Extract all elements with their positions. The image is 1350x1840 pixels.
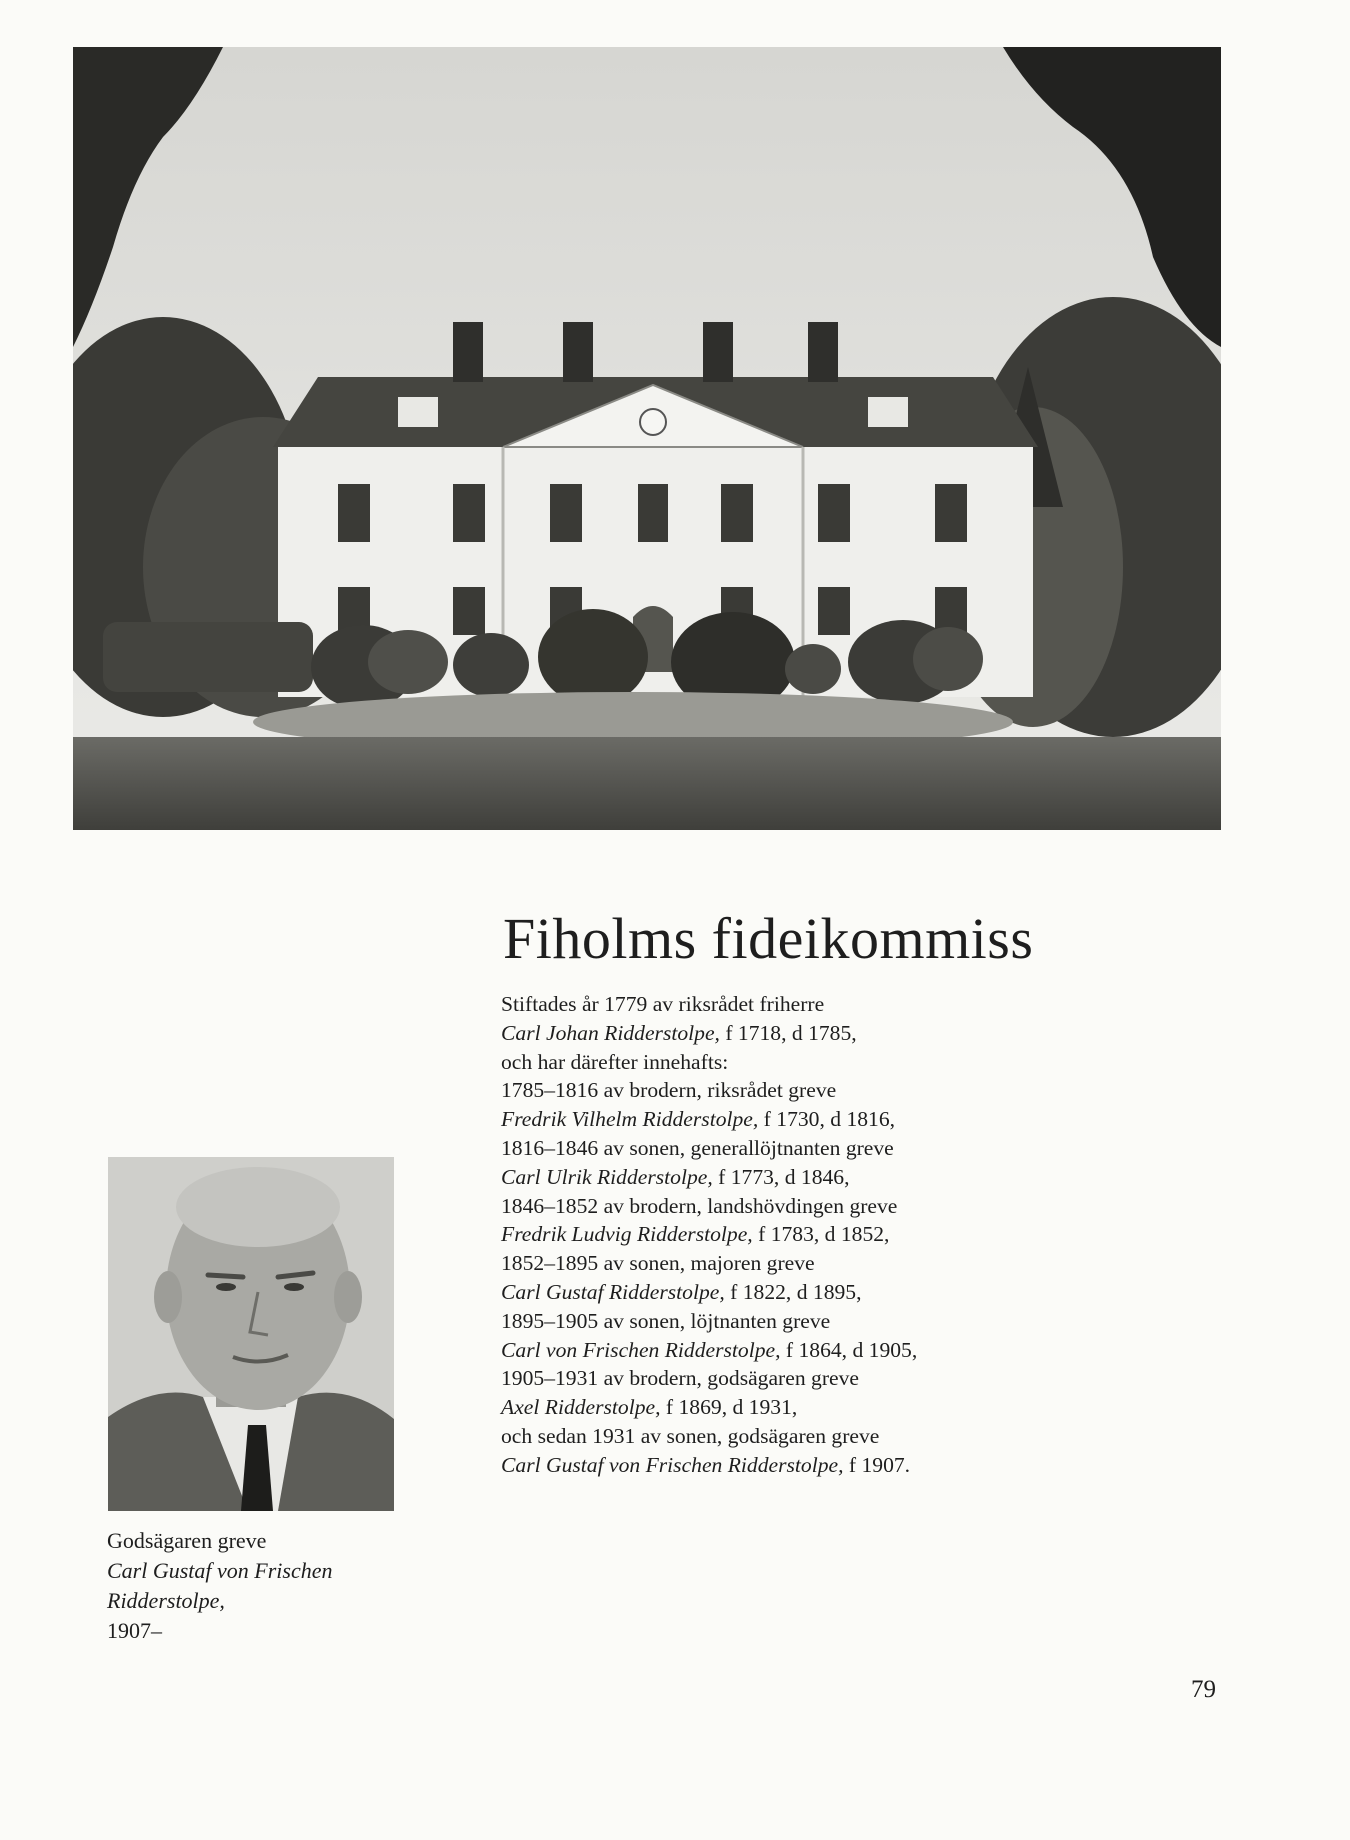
body-line xyxy=(501,1076,1121,1105)
body-line-text: Stiftades år 1779 av riksrådet friherre xyxy=(501,992,825,1016)
body-line xyxy=(501,1393,1121,1422)
life-dates: f 1822, d 1895, xyxy=(724,1279,862,1304)
person-name: Carl von Frischen Ridderstolpe, xyxy=(501,1337,781,1362)
person-name: Axel Ridderstolpe, xyxy=(501,1395,661,1420)
page-number: 79 xyxy=(1191,1676,1216,1703)
caption-line-4: 1907– xyxy=(107,1618,162,1643)
body-line-text: 1816–1846 av sonen, generallöjtnanten greve xyxy=(501,1135,894,1160)
caption-line-2 xyxy=(107,1556,407,1586)
body-line xyxy=(501,990,1121,1019)
body-line xyxy=(501,1163,1121,1192)
life-dates: f 1773, d 1846, xyxy=(712,1164,850,1189)
body-line xyxy=(501,1249,1121,1278)
life-dates: f 1869, d 1931, xyxy=(660,1395,798,1420)
body-line-text: och sedan 1931 av sonen, godsägaren greve xyxy=(501,1423,880,1448)
body-line xyxy=(501,1307,1121,1336)
body-line xyxy=(501,1451,1121,1480)
body-line-text: 1895–1905 av sonen, löjtnanten greve xyxy=(501,1308,831,1333)
body-line xyxy=(501,1220,1121,1249)
body-line-text: 1905–1931 av brodern, godsägaren greve xyxy=(501,1366,859,1391)
manor-house-photo xyxy=(73,47,1221,830)
body-line xyxy=(501,1048,1121,1077)
body-line xyxy=(501,1278,1121,1307)
body-line-text: och har därefter innehafts: xyxy=(501,1049,729,1074)
page-title: Fiholms fideikommiss xyxy=(503,906,1034,971)
caption-name: Carl Gustaf von Frischen xyxy=(107,1558,333,1583)
life-dates: f 1783, d 1852, xyxy=(752,1222,890,1247)
body-line-text: 1852–1895 av sonen, majoren greve xyxy=(501,1251,815,1276)
life-dates: f 1907. xyxy=(843,1452,911,1477)
person-name: Carl Ulrik Ridderstolpe, xyxy=(501,1164,713,1189)
body-line xyxy=(501,1019,1121,1048)
body-line xyxy=(501,1364,1121,1393)
person-name: Carl Gustaf Ridderstolpe, xyxy=(501,1279,725,1304)
life-dates: f 1864, d 1905, xyxy=(780,1337,918,1362)
body-line xyxy=(501,1134,1121,1163)
person-name: Carl Gustaf von Frischen Ridderstolpe, xyxy=(501,1452,844,1477)
body-line xyxy=(501,1336,1121,1365)
caption-surname: Ridderstolpe, xyxy=(107,1588,225,1613)
person-name: Carl Johan Ridderstolpe, xyxy=(501,1020,720,1045)
body-line-text: 1846–1852 av brodern, landshövdingen greve xyxy=(501,1193,898,1218)
entail-history-text xyxy=(501,990,1121,1480)
person-name: Fredrik Vilhelm Ridderstolpe, xyxy=(501,1107,759,1132)
caption-line-1: Godsägaren greve xyxy=(107,1528,267,1553)
portrait-caption xyxy=(107,1526,407,1646)
life-dates: f 1730, d 1816, xyxy=(758,1107,896,1132)
caption-line-3 xyxy=(107,1586,407,1616)
body-line xyxy=(501,1192,1121,1221)
body-line xyxy=(501,1422,1121,1451)
life-dates: f 1718, d 1785, xyxy=(719,1020,857,1045)
person-name: Fredrik Ludvig Ridderstolpe, xyxy=(501,1222,753,1247)
portrait-photo xyxy=(108,1157,394,1511)
body-line xyxy=(501,1105,1121,1134)
body-line-text: 1785–1816 av brodern, riksrådet greve xyxy=(501,1078,837,1103)
